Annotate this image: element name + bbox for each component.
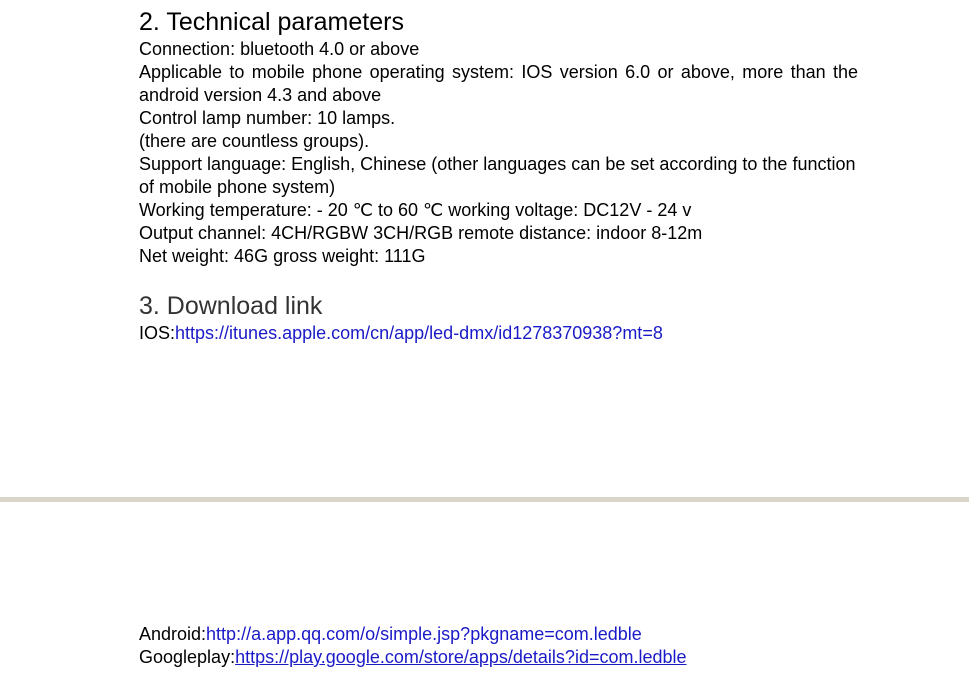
googleplay-download-line [139,646,687,669]
groups-line: (there are countless groups). [139,131,370,151]
googleplay-download-link[interactable]: https://play.google.com/store/apps/details?id=com.ledble [235,647,687,667]
connection-line: Connection: bluetooth 4.0 or above [139,39,420,59]
googleplay-label: Googleplay: [139,647,236,667]
os-line: Applicable to mobile phone operating system: IOS version 6.0 or above, more than the android version 4.3 and above [139,62,858,105]
output-line: Output channel: 4CH/RGBW 3CH/RGB remote distance: indoor 8-12m [139,223,703,243]
language-line: Support language: English, Chinese (other languages can be set according to the function of mobile phone system) [139,154,856,197]
technical-parameters-heading: 2. Technical parameters [139,8,404,36]
weight-line: Net weight: 46G gross weight: 111G [139,246,426,266]
lamp-line: Control lamp number: 10 lamps. [139,108,396,128]
android-label: Android: [139,624,207,644]
ios-download-link[interactable]: https://itunes.apple.com/cn/app/led-dmx/id1278370938?mt=8 [175,323,663,343]
ios-label: IOS: [139,323,176,343]
android-download-line [139,623,642,646]
ios-download-line [139,322,663,345]
android-download-link[interactable]: http://a.app.qq.com/o/simple.jsp?pkgname=com.ledble [206,624,642,644]
technical-parameters-body [139,38,858,268]
download-link-heading: 3. Download link [139,292,323,320]
temperature-line: Working temperature: - 20 ℃ to 60 ℃ working voltage: DC12V - 24 v [139,200,692,220]
